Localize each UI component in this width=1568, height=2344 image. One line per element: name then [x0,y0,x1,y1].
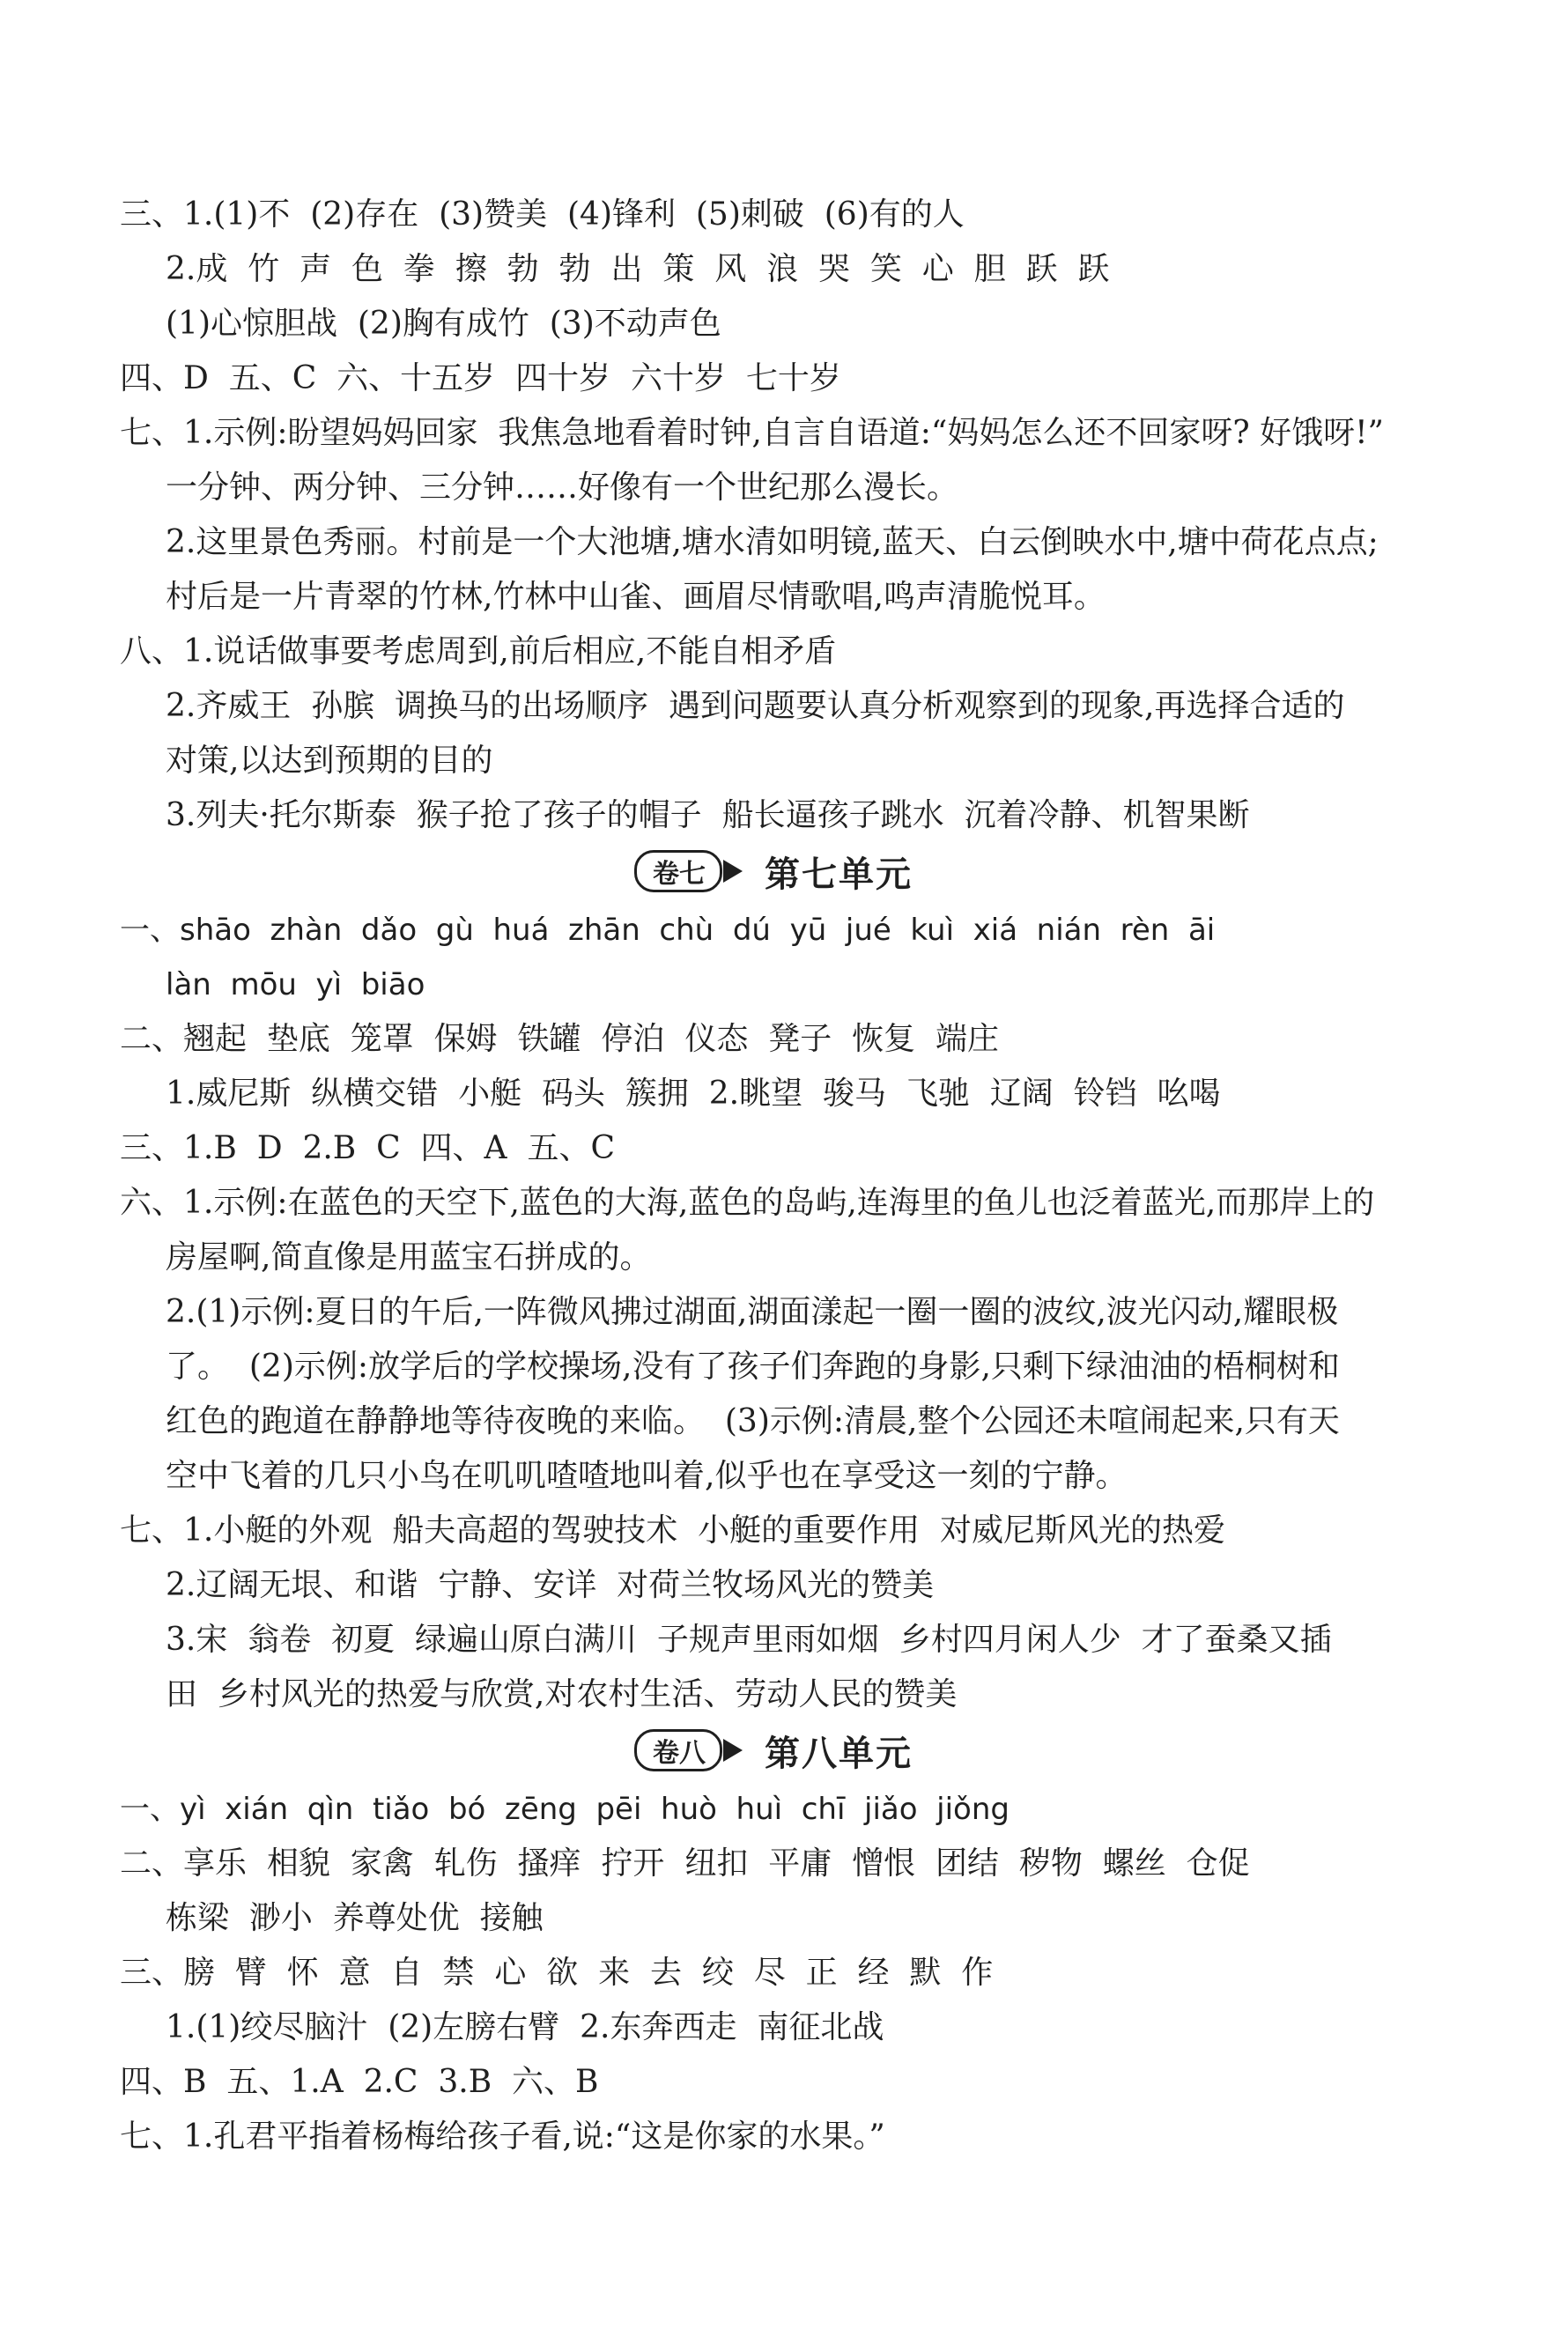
pinyin-line: làn mōu yì biāo [166,967,425,1002]
answer-line: 四、D 五、C 六、十五岁 四十岁 六十岁 七十岁 [120,360,841,396]
unit-title: 第七单元 [765,853,913,895]
answer-line: 红色的跑道在静静地等待夜晚的来临。 (3)示例:清晨,整个公园还未喧闹起来,只有天 [166,1403,1340,1439]
answer-line: 二、享乐 相貌 家禽 轧伤 搔痒 拧开 纽扣 平庸 憎恨 团结 秽物 螺丝 仓促 [120,1845,1250,1882]
volume-badge-label: 卷七 [653,859,706,890]
answer-line: 三、1.B D 2.B C 四、A 五、C [120,1130,615,1166]
unit-title: 第八单元 [765,1732,913,1774]
unit-header-8 [634,1727,913,1774]
answer-line: 六、1.示例:在蓝色的天空下,蓝色的大海,蓝色的岛屿,连海里的鱼儿也泛着蓝光,而那岸上的 [120,1185,1375,1221]
answer-line: 2.这里景色秀丽。村前是一个大池塘,塘水清如明镜,蓝天、白云倒映水中,塘中荷花点点; [166,524,1379,560]
answer-line: 四、B 五、1.A 2.C 3.B 六、B [120,2064,599,2100]
answer-line: 3.宋 翁卷 初夏 绿遍山原白满川 子规声里雨如烟 乡村四月闲人少 才了蚕桑又插 [166,1622,1332,1658]
answer-line: 1.(1)绞尽脑汁 (2)左膀右臂 2.东奔西走 南征北战 [166,2009,884,2045]
answer-line: 2.成 竹 声 色 拳 擦 勃 勃 出 策 风 浪 哭 笑 心 胆 跃 跃 [166,251,1110,287]
answer-line: 房屋啊,简直像是用蓝宝石拼成的。 [166,1239,652,1276]
volume-badge [634,850,722,892]
answer-line: 2.(1)示例:夏日的午后,一阵微风拂过湖面,湖面漾起一圈一圈的波纹,波光闪动,耀眼极 [166,1294,1339,1330]
answer-line: 七、1.小艇的外观 船夫高超的驾驶技术 小艇的重要作用 对威尼斯风光的热爱 [120,1512,1226,1549]
volume-badge [634,1729,722,1771]
answer-line: 2.齐威王 孙膑 调换马的出场顺序 遇到问题要认真分析观察到的现象,再选择合适的 [166,688,1345,724]
answer-line: 对策,以达到预期的目的 [166,743,493,779]
answer-line: 村后是一片青翠的竹林,竹林中山雀、画眉尽情歌唱,鸣声清脆悦耳。 [166,579,1106,615]
volume-badge-label: 卷八 [653,1738,706,1769]
answer-line: 3.列夫·托尔斯泰 猴子抢了孩子的帽子 船长逼孩子跳水 沉着冷静、机智果断 [166,797,1250,833]
answer-line: 2.辽阔无垠、和谐 宁静、安详 对荷兰牧场风光的赞美 [166,1567,935,1603]
answer-line: 七、1.孔君平指着杨梅给孩子看,说:“这是你家的水果。” [120,2118,885,2155]
answer-line: 三、1.(1)不 (2)存在 (3)赞美 (4)锋利 (5)刺破 (6)有的人 [120,196,965,233]
pinyin-line: 一、shāo zhàn dǎo gù huá zhān chù dú yū jué kuì xiá nián rèn āi [120,913,1216,948]
answer-line: 一分钟、两分钟、三分钟……好像有一个世纪那么漫长。 [166,470,959,506]
answer-line: 田 乡村风光的热爱与欣赏,对农村生活、劳动人民的赞美 [166,1676,958,1712]
answer-line: 栋梁 渺小 养尊处优 接触 [166,1900,544,1936]
answer-line: 1.威尼斯 纵横交错 小艇 码头 簇拥 2.眺望 骏马 飞驰 辽阔 铃铛 吆喝 [166,1076,1221,1112]
answer-line: 八、1.说话做事要考虑周到,前后相应,不能自相矛盾 [120,633,837,669]
unit-header-7 [634,847,913,895]
badge-arrow-icon [723,860,743,883]
answer-line: 了。 (2)示例:放学后的学校操场,没有了孩子们奔跑的身影,只剩下绿油油的梧桐树和 [166,1349,1340,1385]
pinyin-line: 一、yì xián qìn tiǎo bó zēng pēi huò huì chī jiǎo jiǒng [120,1792,1010,1827]
answer-line: 空中飞着的几只小鸟在叽叽喳喳地叫着,似乎也在享受这一刻的宁静。 [166,1458,1128,1494]
answer-line: 二、翘起 垫底 笼罩 保姆 铁罐 停泊 仪态 凳子 恢复 端庄 [120,1021,999,1057]
answer-line: 三、膀 臂 怀 意 自 禁 心 欲 来 去 绞 尽 正 经 默 作 [120,1955,994,1991]
answer-line: (1)心惊胆战 (2)胸有成竹 (3)不动声色 [166,306,721,342]
answer-line: 七、1.示例:盼望妈妈回家 我焦急地看着时钟,自言自语道:“妈妈怎么还不回家呀? 好饿呀!” [120,415,1384,451]
badge-arrow-icon [723,1739,743,1762]
